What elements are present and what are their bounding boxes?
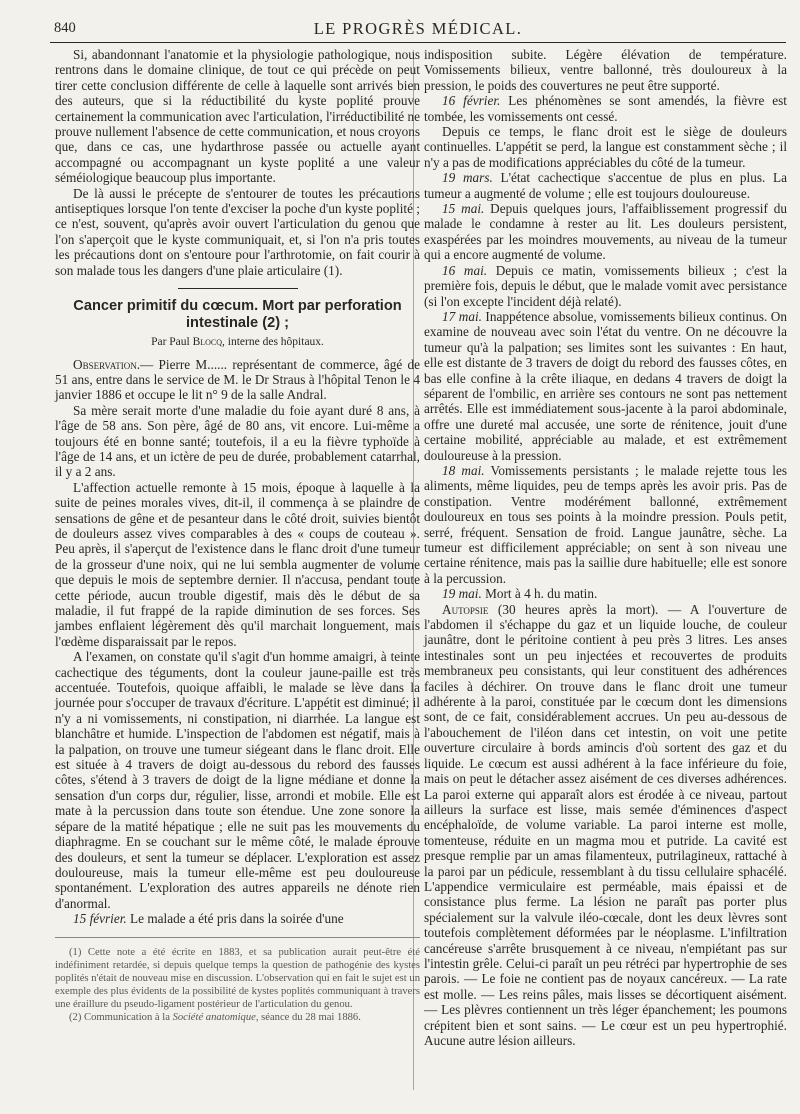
observation-label: Observation. bbox=[73, 356, 141, 372]
byline-suffix: , interne des hôpitaux. bbox=[222, 336, 324, 349]
autopsie-text: (30 heures après la mort). — A l'ouverture de l'abdomen il s'échappe du gaz et un liquide louche, de couleur jaunâtre, dont le péritoine contient à peu près 3 litres. Les anses intestinales sont un peu injectées et recouvertes de produits membraneux peu consistants, qui leur constituent des adhérences faciles à déchirer. On trouve dans le flanc droit une tumeur adhérente à la paroi, constituée par le cœcum dont les dimensions sont, de ce fait, considérablement accrues. Un peu au-dessous de l'abouchement de l'iléon dans cet intestin, on voit une petite ouverture circulaire à bords amincis d'où sortent des gaz et du liquide. Le cœcum est aussi adhérent à la face inférieure du foie, mais on peut le détacher assez aisément de ces diverses adhérences. La paroi externe qui apparaît alors est érodée à ce niveau, partout ailleurs la surface est lisse, mais semée d'éminences d'aspect encéphaloïde, de volume variable. La paroi interne est molle, tomenteuse, réduite en un magma mou et putride. La cavité est presque remplie par un amas filamenteux, putrilagineux, rattaché à la paroi par un pédicule, ressemblant à du tissu cellulaire sphacélé. L'appendice vermiculaire est perméable, mais épaissi et de consistance plus ferme. La lésion ne paraît pas porter plus spécialement sur la valvule iléo-cœcale, dont les deux lèvres sont toutefois complètement déformées par le néoplasme. L'infiltration cancéreuse s'arrête brusquement à ce niveau, n'empiétant pas sur l'intestin grêle. Celui-ci paraît un peu rétréci par hypertrophie de ses parois. — Le foie ne contient pas de noyaux cancéreux. — La rate est molle. — Les reins pâles, mais lisses se décortiquent aisément. — Les plèvres contiennent un très léger épanchement; les poumons crépitent bien et sont sains. — Le cœur est un peu hypertrophié. Aucune autre lésion ailleurs. bbox=[424, 601, 787, 1048]
observation-paragraph bbox=[55, 357, 420, 403]
entry-text: Les phénomènes se sont amendés, la fièvre est tombée, les vomissements ont cessé. bbox=[424, 93, 787, 124]
history-paragraph: Sa mère serait morte d'une maladie du foie ayant duré 8 ans, à l'âge de 58 ans. Son père, âgé de 80 ans, vit encore. Lui-même a toujours été en bonne santé; toutefois, il a eu la fièvre typhoïde à l'âge de 14 ans, et un ictère de peu de durée, probablement catarrhal, il y a 2 ans. bbox=[55, 402, 420, 480]
depuis-paragraph: Depuis ce temps, le flanc droit est le siège de douleurs continuelles. L'appétit se perd, la langue est constamment sèche ; il n'y a pas de modifications appréciables du côté de la tumeur. bbox=[424, 124, 787, 170]
intro-paragraph-2: De là aussi le précepte de s'entourer de toutes les précautions antiseptiques lorsque l'on tente d'exciser la poche d'un kyste poplité ; ce n'est, souvent, qu'après avoir ouvert l'articulation du genou que l'on s'aperçoit que le kyste communiquait, et, si l'on n'a pris toutes les précautions dont on s'entoure pour l'arthrotomie, on fait courir à son malade tous les dangers d'une plaie articulaire (1). bbox=[55, 185, 420, 278]
footnotes bbox=[55, 937, 420, 1024]
right-column bbox=[424, 47, 787, 1048]
journal-title: LE PROGRÈS MÉDICAL. bbox=[313, 19, 523, 38]
entry-17-mai bbox=[424, 309, 787, 463]
entry-18-mai bbox=[424, 463, 787, 586]
byline-prefix: Par Paul bbox=[151, 336, 193, 349]
entry-date: 15 mai. bbox=[442, 201, 485, 217]
entry-text: Depuis quelques jours, l'affaiblissement progressif du malade le condamne à rester au lit. Les douleurs persistent, exaspérées par les moindres mouvements, au niveau de la tumeur qui a encore augmenté de volume. bbox=[424, 201, 787, 263]
page-header bbox=[50, 12, 786, 43]
section-divider bbox=[178, 288, 298, 289]
entry-15-fevrier bbox=[55, 911, 420, 926]
footnote-2 bbox=[55, 1011, 420, 1024]
entry-15-mai bbox=[424, 201, 787, 263]
entry-date: 19 mars. bbox=[442, 170, 493, 186]
article-title: Cancer primitif du cœcum. Mort par perforation intestinale (2) ; bbox=[73, 298, 402, 332]
observation-text: — Pierre M...... représentant de commerce, âgé de 51 ans, entre dans le service de M. le Dr Straus à l'hôpital Tenon le 4 janvier 1886 et occupe le lit n° 9 de la salle Andral. bbox=[55, 356, 420, 403]
entry-date: 16 février. bbox=[442, 93, 501, 109]
entry-text: Vomissements persistants ; le malade rejette tous les aliments, même liquides, peu de temps après les avoir pris. Pas de constipation. Ventre modérément ballonné, extrêmement douloureux en tous ses points à la moindre pression. Pouls petit, serré, fréquent. Sensation de froid. Langue jaunâtre, sèche. La tumeur est difficilement appréciable; on sent à son niveau une certaine rénitence, mais pas la saillie dure habituelle; elle est sonore à la percussion. bbox=[424, 462, 788, 586]
autopsie-label: Autopsie bbox=[442, 601, 489, 617]
footnote-1: (1) Cette note a été écrite en 1883, et sa publication aurait peut-être été indéfiniment retardée, si depuis quelque temps la question de pathogénie des kystes poplités n'était de nouveau mise en discussion. L'observation qui en fait le sujet est un exemple des plus évidents de la possibilité de kystes poplités communiquant à travers une éraillure du pseudo-ligament postérieur de l'articulation du genou. bbox=[55, 946, 420, 1010]
left-column bbox=[55, 47, 420, 1024]
entry-text: Inappétence absolue, vomissements bilieux continus. On examine de nouveau avec soin l'état du ventre. On ne découvre la tumeur qu'à la palpation; ses limites sont les suivantes : En haut, elle est distante de 3 travers de doigt du rebord des fausses côtes, en bas elle confine à la crête iliaque, en dedans 4 travers de doigt la séparent de l'ombilic, en arrière ses contours ne sont pas nettement arrêtés. Elle est immédiatement sous-jacente à la paroi abdominale, offre une dureté mal accusée, une sorte de rénitence, jouit d'une certaine mobilité, appréciable au malade, et est extrêmement douloureuse à la pression. bbox=[424, 308, 787, 463]
entry-text: L'état cachectique s'accentue de plus en plus. La tumeur a augmenté de volume ; elle est toujours douloureuse. bbox=[424, 170, 788, 201]
entry-19-mai bbox=[424, 586, 787, 601]
entry-16-fevrier bbox=[424, 93, 787, 124]
autopsie-paragraph bbox=[424, 602, 787, 1049]
footnote-2-society: Société anatomique bbox=[172, 1011, 256, 1023]
byline-author: Blocq bbox=[192, 336, 223, 349]
continuation-paragraph: indisposition subite. Légère élévation de température. Vomissements bilieux, ventre ballonné, très douloureux à la pression, le poids des couvertures ne peut être supporté. bbox=[424, 47, 787, 93]
page-number: 840 bbox=[54, 20, 76, 36]
entry-date: 15 février. bbox=[73, 911, 127, 927]
entry-text: Mort à 4 h. du matin. bbox=[481, 586, 598, 602]
entry-16-mai bbox=[424, 263, 787, 309]
entry-date: 18 mai. bbox=[442, 462, 485, 478]
entry-text: Depuis ce matin, vomissements bilieux ; c'est la première fois, depuis le début, que le malade vomit avec persistance (si l'on excepte l'incident déjà relaté). bbox=[424, 262, 788, 309]
entry-text: Le malade a été pris dans la soirée d'une bbox=[126, 911, 344, 927]
affection-paragraph: L'affection actuelle remonte à 15 mois, époque à laquelle à la suite de peines morales vives, dit-il, il commença à se plaindre de sensations de gêne et de pesanteur dans le côté droit, suivies bientôt de douleurs assez vives comparables à des « coups de couteau ». Peu après, il s'aperçut de l'existence dans le flanc droit d'une tumeur de la grosseur d'une noix, qui ne lui sembla augmenter de volume que depuis le mois de septembre dernier. Il n'accusa, pendant toute cette période, aucun trouble digestif, mais dès le début de sa maladie, il fut frappé de la rapide diminution de ses forces. Ses jambes enflaient légèrement dès qu'il marchait longuement, mais l'œdème disparaissait par le repos. bbox=[55, 479, 420, 649]
entry-19-mars bbox=[424, 170, 787, 201]
entry-date: 17 mai. bbox=[442, 308, 482, 324]
intro-paragraph-1: Si, abandonnant l'anatomie et la physiologie pathologique, nous rentrons dans le domaine clinique, de tout ce qui précède on peut tirer cette conclusion différente de celle à laquelle sont arrivés bien des auteurs, que si la réductibilité du kyste poplité prouve certainement la communication avec l'articulation, l'irréductibilité ne prouve nullement l'absence de cette communication, et nous croyons que, dans ce cas, une hydarthrose passée ou actuelle ayant accompagné ou accompagnant un kyste poplité a une valeur séméiologique beaucoup plus importante. bbox=[55, 47, 420, 186]
byline bbox=[55, 335, 420, 350]
examen-paragraph: A l'examen, on constate qu'il s'agit d'un homme amaigri, à teinte cachectique des téguments, dont la couleur jaune-paille est très accentuée. Toutefois, quoique affaibli, le malade se lève dans la journée pour s'occuper de travaux d'écriture. L'appétit est diminué; il n'y a ni vomissements, ni constipation, ni diarrhée. La langue est blanchâtre et humide. L'inspection de l'abdomen est négatif, mais à la palpation, on trouve une tumeur siégeant dans le flanc droit. Elle est située à 4 travers de doigt au-dessous du rebord des fausses côtes, s'étend à 3 travers de doigt de la ligne médiane et donne la sensation d'un corps dur, régulier, lisse, arrondi et mobile. Elle est mate à la percussion dans toute son étendue. Une zone sonore la sépare de la matité hépatique ; elle ne suit pas les mouvements du diaphragme. En se couchant sur le même côté, le malade éprouve des douleurs, et sent la tumeur se déplacer. L'exploration est assez douloureuse, mais la tumeur elle-même est peu douloureuse spontanément. L'exploration des autres appareils ne dénote rien d'anormal. bbox=[55, 649, 420, 911]
entry-date: 19 mai. bbox=[442, 586, 482, 602]
footnote-2-suffix: , séance du 28 mai 1886. bbox=[255, 1011, 361, 1023]
entry-date: 16 mai. bbox=[442, 262, 488, 278]
footnote-2-prefix: (2) Communication à la bbox=[69, 1011, 173, 1023]
